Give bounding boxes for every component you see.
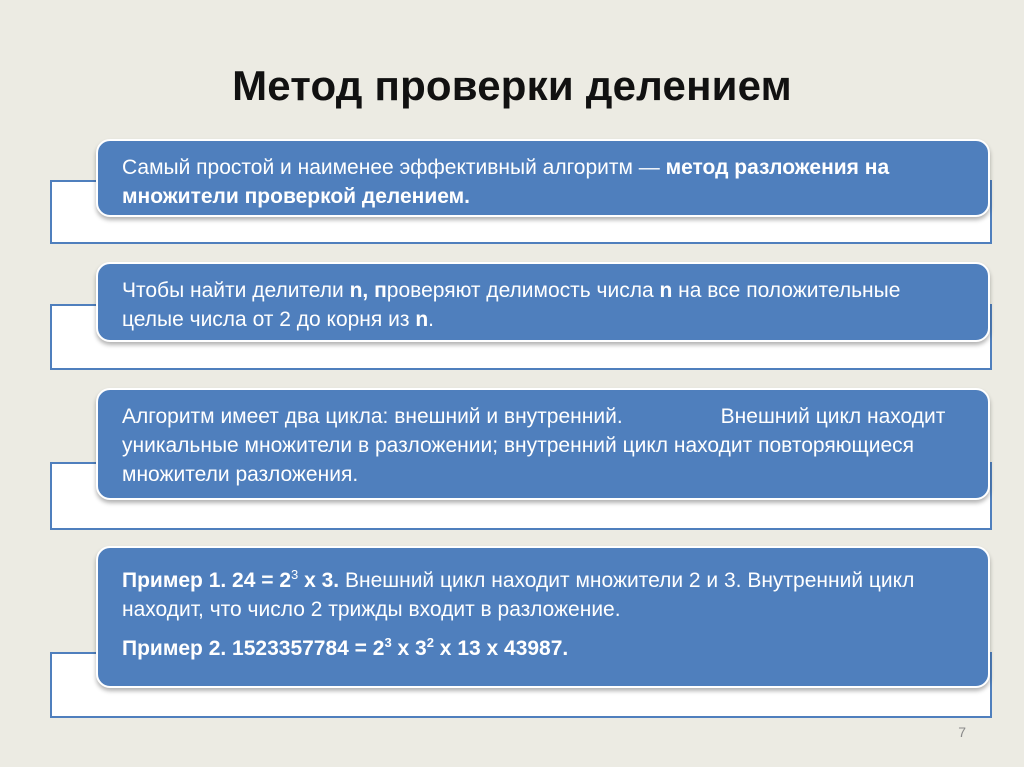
card-2 <box>96 262 990 342</box>
card-3-text: Алгоритм имеет два цикла: внешний и внутренний. Внешний цикл находит уникальные множители в разложении; внутренний цикл находит повторяющиеся множители разложения. <box>122 405 946 486</box>
example-1: Пример 1. $24 = 2^3$ x 3. Внешний цикл находит множители 2 и 3. Внутренний цикл находит, что число 2 трижды входит в разложение. <box>122 567 915 621</box>
slide-title: Метод проверки делением <box>232 62 792 109</box>
card-3 <box>96 388 990 500</box>
card-1-text: Самый простой и наименее эффективный алгоритм — метод разложения на множители проверкой делением. <box>122 156 890 208</box>
card-4 <box>96 546 990 688</box>
card-2-text: Чтобы найти делители n, проверяют делимость числа n на все положительные целые числа от 2 до корня из n. <box>122 279 901 331</box>
card-1 <box>96 139 990 217</box>
card-1-bold: метод разложения на множители проверкой делением. <box>122 156 890 208</box>
example-2: Пример 2. $1523357784 = 2^3$ x $3^2$ x 13 x 43987. <box>122 635 569 660</box>
page-number: 7 <box>958 724 966 740</box>
